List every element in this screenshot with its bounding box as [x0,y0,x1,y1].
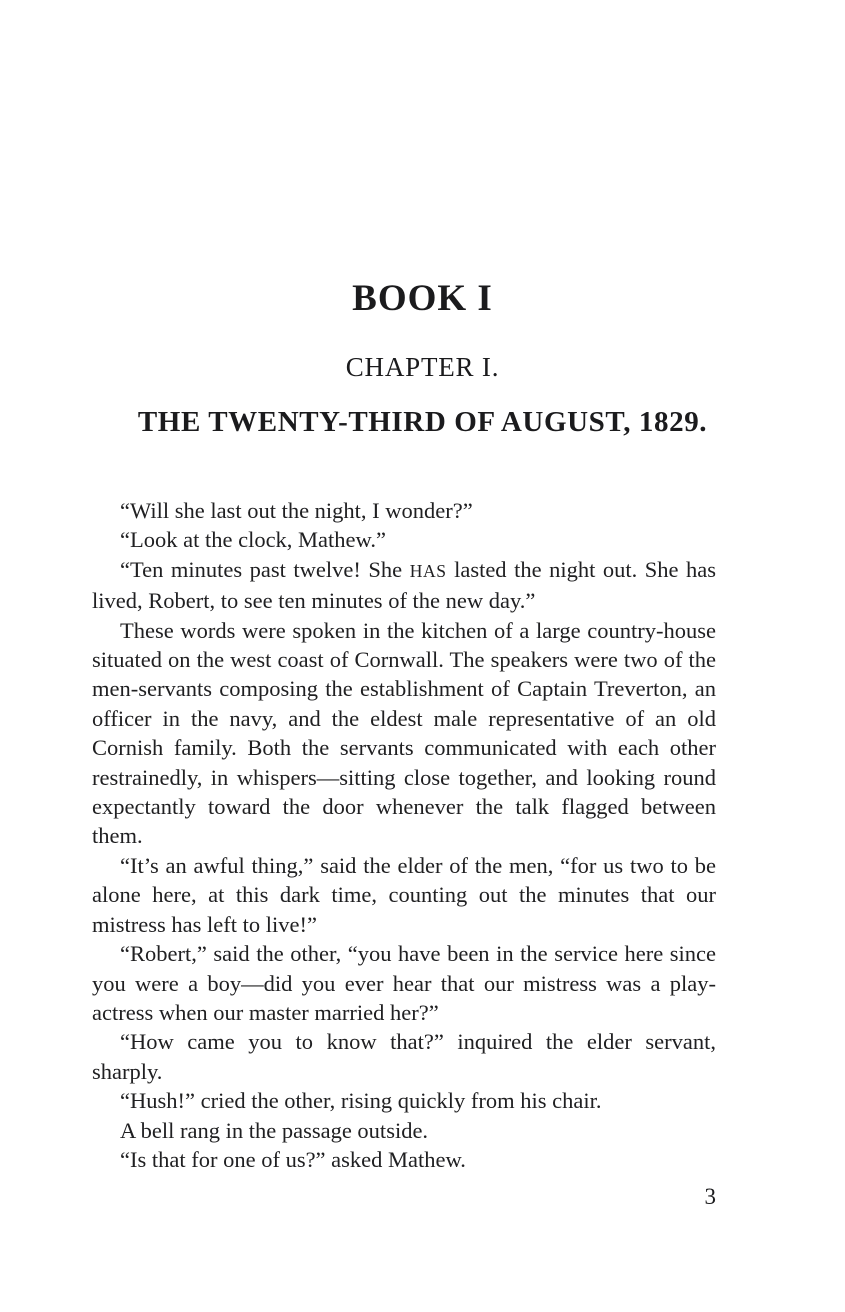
paragraph: A bell rang in the passage outside. [120,1117,429,1143]
paragraph: “It’s an awful thing,” said the elder of the men, “for us two to be alone here, at this dark time, counting out the minutes that our mistress has left to live!” [92,852,716,937]
paragraph: “Is that for one of us?” asked Mathew. [120,1146,466,1172]
paragraph: “Look at the clock, Mathew.” [120,527,386,553]
smallcaps-emphasis: HAS [409,560,447,581]
paragraph: These words were spoken in the kitchen of a large country-house situated on the west coast of Cornwall. The speakers were two of the men-servants composing the establishment of Captain Treverton, an officer in the navy, and the eldest male representative of an old Cornish family. Both the servants communicated with each other restrainedly, in whispers—sitting close together, and looking round expectantly toward the door whenever the talk flagged between them. [92,617,716,849]
paragraph-text: “Ten minutes past twelve! She [120,556,410,582]
chapter-title: THE TWENTY-THIRD OF AUGUST, 1829. [137,406,708,438]
book-heading: BOOK I [352,278,493,319]
paragraph: “Robert,” said the other, “you have been in the service here since you were a boy—did you ever hear that our mistress was a play-actress when our master married her?” [92,941,716,1025]
chapter-heading: CHAPTER I. [345,352,500,382]
paragraph: “Hush!” cried the other, rising quickly from his chair. [120,1088,602,1114]
paragraph: “Will she last out the night, I wonder?” [120,498,473,523]
paragraph: “How came you to know that?” inquired the elder servant, sharply. [92,1029,716,1084]
page-number: 3 [704,1184,716,1209]
paragraph [92,555,716,616]
paragraph-text: lasted the night out. She has lived, Robert, to see ten minutes of the new day.” [92,556,716,614]
body-text [92,496,716,1174]
